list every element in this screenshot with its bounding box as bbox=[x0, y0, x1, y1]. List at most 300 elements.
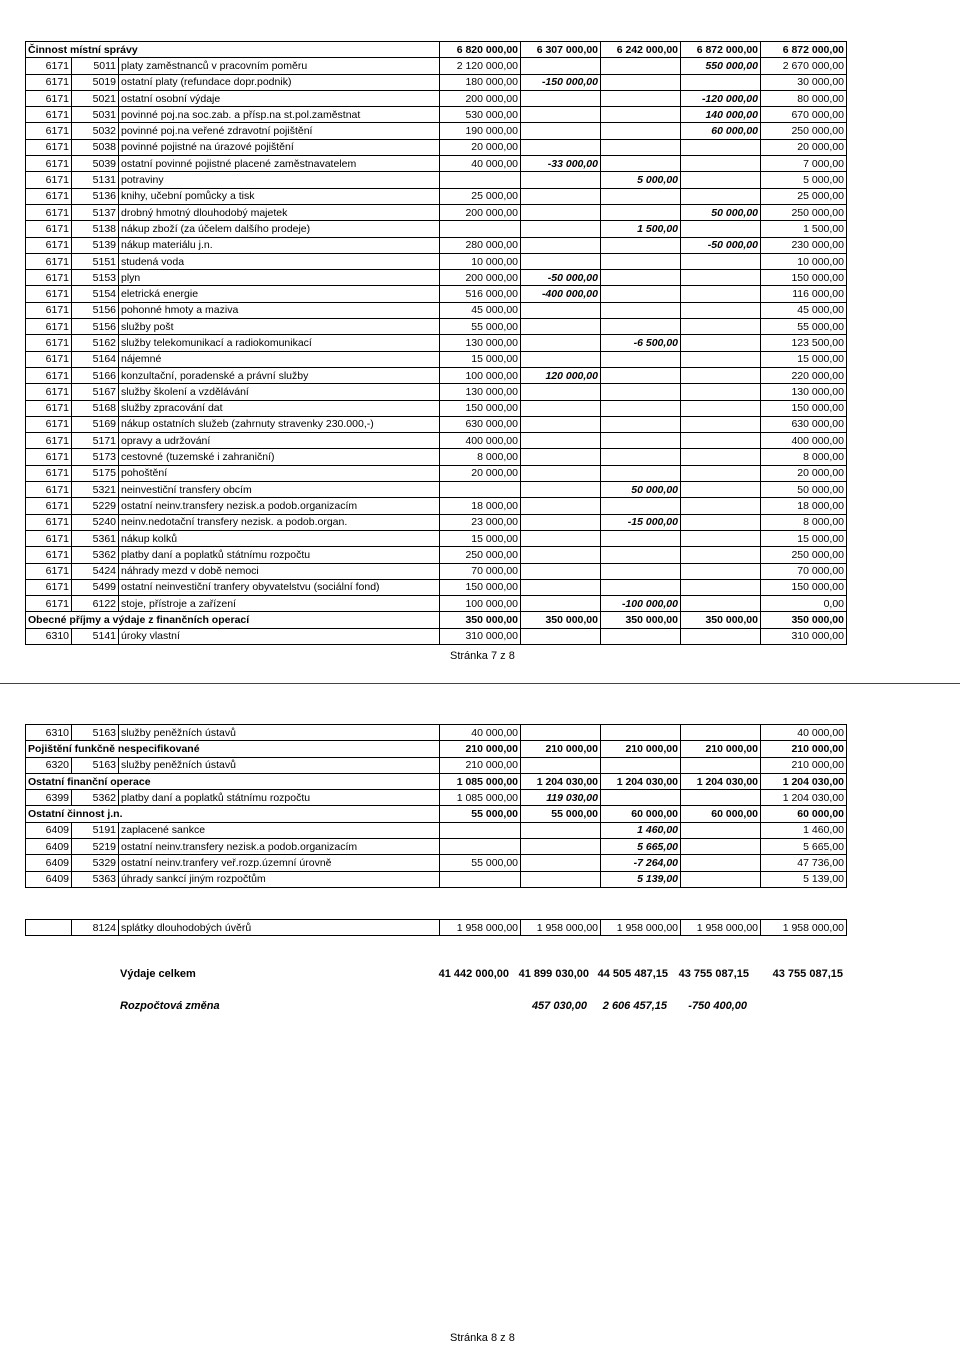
item-code: 5038 bbox=[72, 139, 119, 155]
amount-cell: 119 030,00 bbox=[521, 790, 601, 806]
item-code: 5141 bbox=[72, 628, 119, 644]
paragraph-code: 6171 bbox=[26, 237, 72, 253]
paragraph-code: 6171 bbox=[26, 547, 72, 563]
amount-cell bbox=[521, 725, 601, 741]
amount-cell: 350 000,00 bbox=[681, 612, 761, 628]
amount-cell bbox=[440, 822, 521, 838]
amount-cell: 1 460,00 bbox=[761, 822, 847, 838]
amount-cell: 280 000,00 bbox=[440, 237, 521, 253]
table-row bbox=[26, 367, 847, 383]
amount-cell bbox=[601, 579, 681, 595]
amount-cell bbox=[440, 172, 521, 188]
amount-cell: 130 000,00 bbox=[440, 335, 521, 351]
item-description: platby daní a poplatků státnímu rozpočtu bbox=[119, 547, 440, 563]
item-description: ostatní povinné pojistné placené zaměstnavatelem bbox=[119, 156, 440, 172]
amount-cell bbox=[521, 433, 601, 449]
amount-cell: 55 000,00 bbox=[440, 855, 521, 871]
amount-cell: 2 670 000,00 bbox=[761, 58, 847, 74]
paragraph-code: 6171 bbox=[26, 514, 72, 530]
total-value: 41 899 030,00 bbox=[518, 968, 589, 980]
item-code: 5166 bbox=[72, 367, 119, 383]
item-description: eletrická energie bbox=[119, 286, 440, 302]
amount-cell bbox=[681, 172, 761, 188]
amount-cell: 20 000,00 bbox=[761, 139, 847, 155]
item-code: 5139 bbox=[72, 237, 119, 253]
amount-cell bbox=[521, 107, 601, 123]
amount-cell bbox=[521, 449, 601, 465]
amount-cell bbox=[681, 139, 761, 155]
item-code: 5137 bbox=[72, 204, 119, 220]
table-row bbox=[26, 156, 847, 172]
section-label: Pojištění funkčně nespecifikované bbox=[26, 741, 440, 757]
amount-cell: 550 000,00 bbox=[681, 58, 761, 74]
amount-cell bbox=[521, 839, 601, 855]
amount-cell bbox=[681, 351, 761, 367]
amount-cell bbox=[601, 90, 681, 106]
amount-cell: 15 000,00 bbox=[761, 530, 847, 546]
table-row bbox=[26, 449, 847, 465]
item-description: pohonné hmoty a maziva bbox=[119, 302, 440, 318]
amount-cell: 6 872 000,00 bbox=[761, 42, 847, 58]
amount-cell: 516 000,00 bbox=[440, 286, 521, 302]
amount-cell: 60 000,00 bbox=[681, 123, 761, 139]
amount-cell bbox=[521, 384, 601, 400]
amount-cell: 8 000,00 bbox=[761, 514, 847, 530]
amount-cell bbox=[681, 416, 761, 432]
amount-cell: 150 000,00 bbox=[440, 400, 521, 416]
item-code: 5229 bbox=[72, 498, 119, 514]
item-code: 5019 bbox=[72, 74, 119, 90]
amount-cell bbox=[521, 400, 601, 416]
item-description: úhrady sankcí jiným rozpočtům bbox=[119, 871, 440, 887]
amount-cell bbox=[681, 302, 761, 318]
item-description: nákup materiálu j.n. bbox=[119, 237, 440, 253]
amount-cell: 530 000,00 bbox=[440, 107, 521, 123]
item-code: 5021 bbox=[72, 90, 119, 106]
amount-cell: 7 000,00 bbox=[761, 156, 847, 172]
amount-cell: 8 000,00 bbox=[440, 449, 521, 465]
paragraph-code: 6310 bbox=[26, 628, 72, 644]
amount-cell: 120 000,00 bbox=[521, 367, 601, 383]
item-code: 5039 bbox=[72, 156, 119, 172]
paragraph-code: 6171 bbox=[26, 498, 72, 514]
amount-cell: -150 000,00 bbox=[521, 74, 601, 90]
paragraph-code: 6171 bbox=[26, 579, 72, 595]
amount-cell bbox=[601, 58, 681, 74]
paragraph-code: 6171 bbox=[26, 351, 72, 367]
amount-cell bbox=[681, 596, 761, 612]
amount-cell bbox=[521, 498, 601, 514]
amount-cell bbox=[521, 351, 601, 367]
amount-cell: 50 000,00 bbox=[601, 482, 681, 498]
amount-cell bbox=[601, 757, 681, 773]
amount-cell: 1 958 000,00 bbox=[761, 920, 847, 936]
section-row bbox=[26, 806, 847, 822]
amount-cell bbox=[681, 855, 761, 871]
amount-cell: 200 000,00 bbox=[440, 270, 521, 286]
paragraph-code: 6171 bbox=[26, 482, 72, 498]
amount-cell bbox=[601, 351, 681, 367]
change-value: 2 606 457,15 bbox=[602, 1000, 667, 1012]
table-row bbox=[26, 514, 847, 530]
amount-cell bbox=[521, 58, 601, 74]
paragraph-code: 6171 bbox=[26, 204, 72, 220]
amount-cell bbox=[681, 188, 761, 204]
table-row bbox=[26, 530, 847, 546]
table-row bbox=[26, 90, 847, 106]
amount-cell bbox=[681, 400, 761, 416]
item-code: 5156 bbox=[72, 319, 119, 335]
amount-cell: 70 000,00 bbox=[440, 563, 521, 579]
table-row bbox=[26, 221, 847, 237]
item-code: 5156 bbox=[72, 302, 119, 318]
table-row bbox=[26, 74, 847, 90]
item-code: 5362 bbox=[72, 790, 119, 806]
amount-cell bbox=[681, 384, 761, 400]
total-value: 43 755 087,15 bbox=[772, 968, 843, 980]
table-row bbox=[26, 107, 847, 123]
table-row bbox=[26, 790, 847, 806]
amount-cell: 210 000,00 bbox=[440, 757, 521, 773]
amount-cell: 180 000,00 bbox=[440, 74, 521, 90]
amount-cell bbox=[681, 563, 761, 579]
amount-cell bbox=[681, 547, 761, 563]
amount-cell: 80 000,00 bbox=[761, 90, 847, 106]
paragraph-code: 6171 bbox=[26, 58, 72, 74]
item-description: nákup ostatních služeb (zahrnuty stravenky 230.000,-) bbox=[119, 416, 440, 432]
amount-cell: 10 000,00 bbox=[761, 253, 847, 269]
table-row bbox=[26, 319, 847, 335]
paragraph-code: 6171 bbox=[26, 384, 72, 400]
amount-cell bbox=[681, 319, 761, 335]
amount-cell bbox=[681, 253, 761, 269]
page-footer-8: Stránka 8 z 8 bbox=[450, 1332, 515, 1344]
page8-budget-table bbox=[25, 724, 847, 888]
paragraph-code: 6399 bbox=[26, 790, 72, 806]
amount-cell bbox=[521, 237, 601, 253]
item-description: platby daní a poplatků státnímu rozpočtu bbox=[119, 790, 440, 806]
paragraph-code: 6171 bbox=[26, 433, 72, 449]
item-description: nákup kolků bbox=[119, 530, 440, 546]
paragraph-code: 6171 bbox=[26, 319, 72, 335]
table-row bbox=[26, 139, 847, 155]
table-row bbox=[26, 188, 847, 204]
amount-cell bbox=[601, 237, 681, 253]
amount-cell: 310 000,00 bbox=[440, 628, 521, 644]
amount-cell: -7 264,00 bbox=[601, 855, 681, 871]
amount-cell bbox=[521, 204, 601, 220]
paragraph-code: 6171 bbox=[26, 123, 72, 139]
paragraph-code: 6171 bbox=[26, 465, 72, 481]
item-code: 5171 bbox=[72, 433, 119, 449]
item-code: 5361 bbox=[72, 530, 119, 546]
item-code: 5363 bbox=[72, 871, 119, 887]
amount-cell: -15 000,00 bbox=[601, 514, 681, 530]
item-code: 5153 bbox=[72, 270, 119, 286]
amount-cell bbox=[521, 416, 601, 432]
item-code: 5131 bbox=[72, 172, 119, 188]
amount-cell: 116 000,00 bbox=[761, 286, 847, 302]
amount-cell: 1 204 030,00 bbox=[601, 773, 681, 789]
item-code: 5499 bbox=[72, 579, 119, 595]
amount-cell: 210 000,00 bbox=[681, 741, 761, 757]
amount-cell: -400 000,00 bbox=[521, 286, 601, 302]
table-row bbox=[26, 725, 847, 741]
item-description: ostatní osobní výdaje bbox=[119, 90, 440, 106]
amount-cell bbox=[601, 449, 681, 465]
amount-cell bbox=[601, 367, 681, 383]
paragraph-code: 6171 bbox=[26, 286, 72, 302]
amount-cell: 100 000,00 bbox=[440, 596, 521, 612]
amount-cell bbox=[521, 530, 601, 546]
amount-cell bbox=[681, 465, 761, 481]
paragraph-code: 6171 bbox=[26, 530, 72, 546]
table-row bbox=[26, 384, 847, 400]
item-description: neinv.nedotační transfery nezisk. a podob.organ. bbox=[119, 514, 440, 530]
amount-cell: 1 460,00 bbox=[601, 822, 681, 838]
amount-cell bbox=[601, 725, 681, 741]
amount-cell bbox=[521, 547, 601, 563]
amount-cell bbox=[681, 871, 761, 887]
item-code: 5031 bbox=[72, 107, 119, 123]
amount-cell bbox=[681, 822, 761, 838]
amount-cell bbox=[681, 757, 761, 773]
amount-cell: 350 000,00 bbox=[440, 612, 521, 628]
item-code: 5138 bbox=[72, 221, 119, 237]
item-description: nájemné bbox=[119, 351, 440, 367]
item-description: ostatní neinvestiční tranfery obyvatelstvu (sociální fond) bbox=[119, 579, 440, 595]
amount-cell bbox=[521, 123, 601, 139]
amount-cell: 55 000,00 bbox=[761, 319, 847, 335]
table-row bbox=[26, 822, 847, 838]
budget-change-row bbox=[0, 1000, 960, 1016]
amount-cell bbox=[521, 482, 601, 498]
amount-cell bbox=[521, 563, 601, 579]
amount-cell: 150 000,00 bbox=[440, 579, 521, 595]
paragraph-code: 6171 bbox=[26, 74, 72, 90]
item-description: pohoštění bbox=[119, 465, 440, 481]
table-row bbox=[26, 482, 847, 498]
amount-cell: 400 000,00 bbox=[761, 433, 847, 449]
item-description: splátky dlouhodobých úvěrů bbox=[119, 920, 440, 936]
amount-cell: 60 000,00 bbox=[681, 806, 761, 822]
amount-cell bbox=[601, 139, 681, 155]
table-row bbox=[26, 498, 847, 514]
amount-cell: 5 000,00 bbox=[601, 172, 681, 188]
amount-cell bbox=[521, 596, 601, 612]
table-row bbox=[26, 335, 847, 351]
amount-cell: 630 000,00 bbox=[440, 416, 521, 432]
table-row bbox=[26, 286, 847, 302]
amount-cell bbox=[601, 790, 681, 806]
item-description: povinné poj.na soc.zab. a přísp.na st.pol.zaměstnat bbox=[119, 107, 440, 123]
amount-cell bbox=[521, 188, 601, 204]
item-code: 5168 bbox=[72, 400, 119, 416]
amount-cell bbox=[601, 286, 681, 302]
amount-cell bbox=[440, 839, 521, 855]
item-description: ostatní neinv.tranfery veř.rozp.územní úrovně bbox=[119, 855, 440, 871]
amount-cell bbox=[681, 221, 761, 237]
amount-cell: 30 000,00 bbox=[761, 74, 847, 90]
amount-cell: 200 000,00 bbox=[440, 204, 521, 220]
amount-cell bbox=[681, 74, 761, 90]
item-code: 5167 bbox=[72, 384, 119, 400]
table-row bbox=[26, 58, 847, 74]
amount-cell bbox=[681, 270, 761, 286]
change-value: 457 030,00 bbox=[531, 1000, 587, 1012]
paragraph-code: 6171 bbox=[26, 449, 72, 465]
item-code: 5219 bbox=[72, 839, 119, 855]
amount-cell bbox=[681, 579, 761, 595]
section-label: Ostatní činnost j.n. bbox=[26, 806, 440, 822]
paragraph-code: 6409 bbox=[26, 855, 72, 871]
item-code: 5362 bbox=[72, 547, 119, 563]
amount-cell: 2 120 000,00 bbox=[440, 58, 521, 74]
paragraph-code: 6171 bbox=[26, 188, 72, 204]
paragraph-code: 6171 bbox=[26, 90, 72, 106]
item-code: 5163 bbox=[72, 725, 119, 741]
amount-cell: 1 085 000,00 bbox=[440, 790, 521, 806]
amount-cell: 1 500,00 bbox=[601, 221, 681, 237]
amount-cell: 15 000,00 bbox=[761, 351, 847, 367]
table-row bbox=[26, 253, 847, 269]
amount-cell bbox=[601, 465, 681, 481]
table-row bbox=[26, 579, 847, 595]
amount-cell: 230 000,00 bbox=[761, 237, 847, 253]
amount-cell: 210 000,00 bbox=[761, 757, 847, 773]
amount-cell bbox=[601, 563, 681, 579]
amount-cell: -50 000,00 bbox=[681, 237, 761, 253]
amount-cell: 5 665,00 bbox=[761, 839, 847, 855]
amount-cell bbox=[521, 871, 601, 887]
amount-cell bbox=[440, 221, 521, 237]
amount-cell: 8 000,00 bbox=[761, 449, 847, 465]
amount-cell: 1 204 030,00 bbox=[681, 773, 761, 789]
amount-cell: 25 000,00 bbox=[440, 188, 521, 204]
amount-cell: 1 204 030,00 bbox=[521, 773, 601, 789]
paragraph-code: 6171 bbox=[26, 221, 72, 237]
item-description: služby zpracování dat bbox=[119, 400, 440, 416]
amount-cell: 150 000,00 bbox=[761, 270, 847, 286]
section-row bbox=[26, 741, 847, 757]
table-row bbox=[26, 920, 847, 936]
amount-cell bbox=[681, 286, 761, 302]
table-row bbox=[26, 123, 847, 139]
amount-cell bbox=[521, 628, 601, 644]
amount-cell: 70 000,00 bbox=[761, 563, 847, 579]
amount-cell: -6 500,00 bbox=[601, 335, 681, 351]
paragraph-code: 6171 bbox=[26, 156, 72, 172]
amount-cell bbox=[681, 433, 761, 449]
item-code: 5321 bbox=[72, 482, 119, 498]
paragraph-code: 6320 bbox=[26, 757, 72, 773]
amount-cell: 210 000,00 bbox=[601, 741, 681, 757]
amount-cell: 123 500,00 bbox=[761, 335, 847, 351]
amount-cell: 1 958 000,00 bbox=[681, 920, 761, 936]
amount-cell: 250 000,00 bbox=[761, 204, 847, 220]
amount-cell: 630 000,00 bbox=[761, 416, 847, 432]
amount-cell bbox=[681, 725, 761, 741]
amount-cell bbox=[601, 319, 681, 335]
amount-cell bbox=[521, 514, 601, 530]
table-row bbox=[26, 416, 847, 432]
item-description: náhrady mezd v době nemoci bbox=[119, 563, 440, 579]
item-description: zaplacené sankce bbox=[119, 822, 440, 838]
amount-cell: -100 000,00 bbox=[601, 596, 681, 612]
total-expenditure-row bbox=[0, 968, 960, 984]
amount-cell: 18 000,00 bbox=[440, 498, 521, 514]
amount-cell: 1 085 000,00 bbox=[440, 773, 521, 789]
item-description: služby telekomunikací a radiokomunikací bbox=[119, 335, 440, 351]
amount-cell bbox=[681, 514, 761, 530]
change-value: -750 400,00 bbox=[688, 1000, 747, 1012]
amount-cell bbox=[681, 530, 761, 546]
amount-cell bbox=[601, 270, 681, 286]
amount-cell: -33 000,00 bbox=[521, 156, 601, 172]
amount-cell: 10 000,00 bbox=[440, 253, 521, 269]
amount-cell: 400 000,00 bbox=[440, 433, 521, 449]
amount-cell: 45 000,00 bbox=[761, 302, 847, 318]
item-description: knihy, učební pomůcky a tisk bbox=[119, 188, 440, 204]
table-row bbox=[26, 270, 847, 286]
amount-cell: 6 242 000,00 bbox=[601, 42, 681, 58]
amount-cell: -120 000,00 bbox=[681, 90, 761, 106]
amount-cell bbox=[521, 465, 601, 481]
table-row bbox=[26, 302, 847, 318]
table-row bbox=[26, 839, 847, 855]
item-description: studená voda bbox=[119, 253, 440, 269]
amount-cell bbox=[521, 335, 601, 351]
amount-cell bbox=[521, 579, 601, 595]
item-code: 5011 bbox=[72, 58, 119, 74]
amount-cell: 350 000,00 bbox=[761, 612, 847, 628]
paragraph-code: 6171 bbox=[26, 335, 72, 351]
amount-cell bbox=[601, 302, 681, 318]
item-code: 5240 bbox=[72, 514, 119, 530]
amount-cell bbox=[601, 433, 681, 449]
amount-cell: 15 000,00 bbox=[440, 530, 521, 546]
item-code: 5154 bbox=[72, 286, 119, 302]
table-row bbox=[26, 400, 847, 416]
paragraph-code: 6171 bbox=[26, 172, 72, 188]
total-value: 43 755 087,15 bbox=[678, 968, 749, 980]
item-description: cestovné (tuzemské i zahraniční) bbox=[119, 449, 440, 465]
amount-cell: 60 000,00 bbox=[761, 806, 847, 822]
amount-cell: 5 665,00 bbox=[601, 839, 681, 855]
amount-cell: 1 204 030,00 bbox=[761, 773, 847, 789]
table-row bbox=[26, 547, 847, 563]
amount-cell bbox=[521, 90, 601, 106]
table-row bbox=[26, 628, 847, 644]
item-code: 5032 bbox=[72, 123, 119, 139]
table-row bbox=[26, 757, 847, 773]
amount-cell: 55 000,00 bbox=[440, 806, 521, 822]
paragraph-code: 6409 bbox=[26, 839, 72, 855]
amount-cell: 6 307 000,00 bbox=[521, 42, 601, 58]
amount-cell: 1 958 000,00 bbox=[440, 920, 521, 936]
amount-cell: 20 000,00 bbox=[440, 465, 521, 481]
item-description: povinné poj.na veřené zdravotní pojištění bbox=[119, 123, 440, 139]
amount-cell bbox=[521, 221, 601, 237]
amount-cell: 47 736,00 bbox=[761, 855, 847, 871]
table-row bbox=[26, 563, 847, 579]
paragraph-code: 6409 bbox=[26, 822, 72, 838]
section-label: Činnost místní správy bbox=[26, 42, 440, 58]
amount-cell bbox=[601, 400, 681, 416]
item-description: konzultační, poradenské a právní služby bbox=[119, 367, 440, 383]
total-expenditure-label: Výdaje celkem bbox=[120, 968, 196, 980]
table-row bbox=[26, 465, 847, 481]
